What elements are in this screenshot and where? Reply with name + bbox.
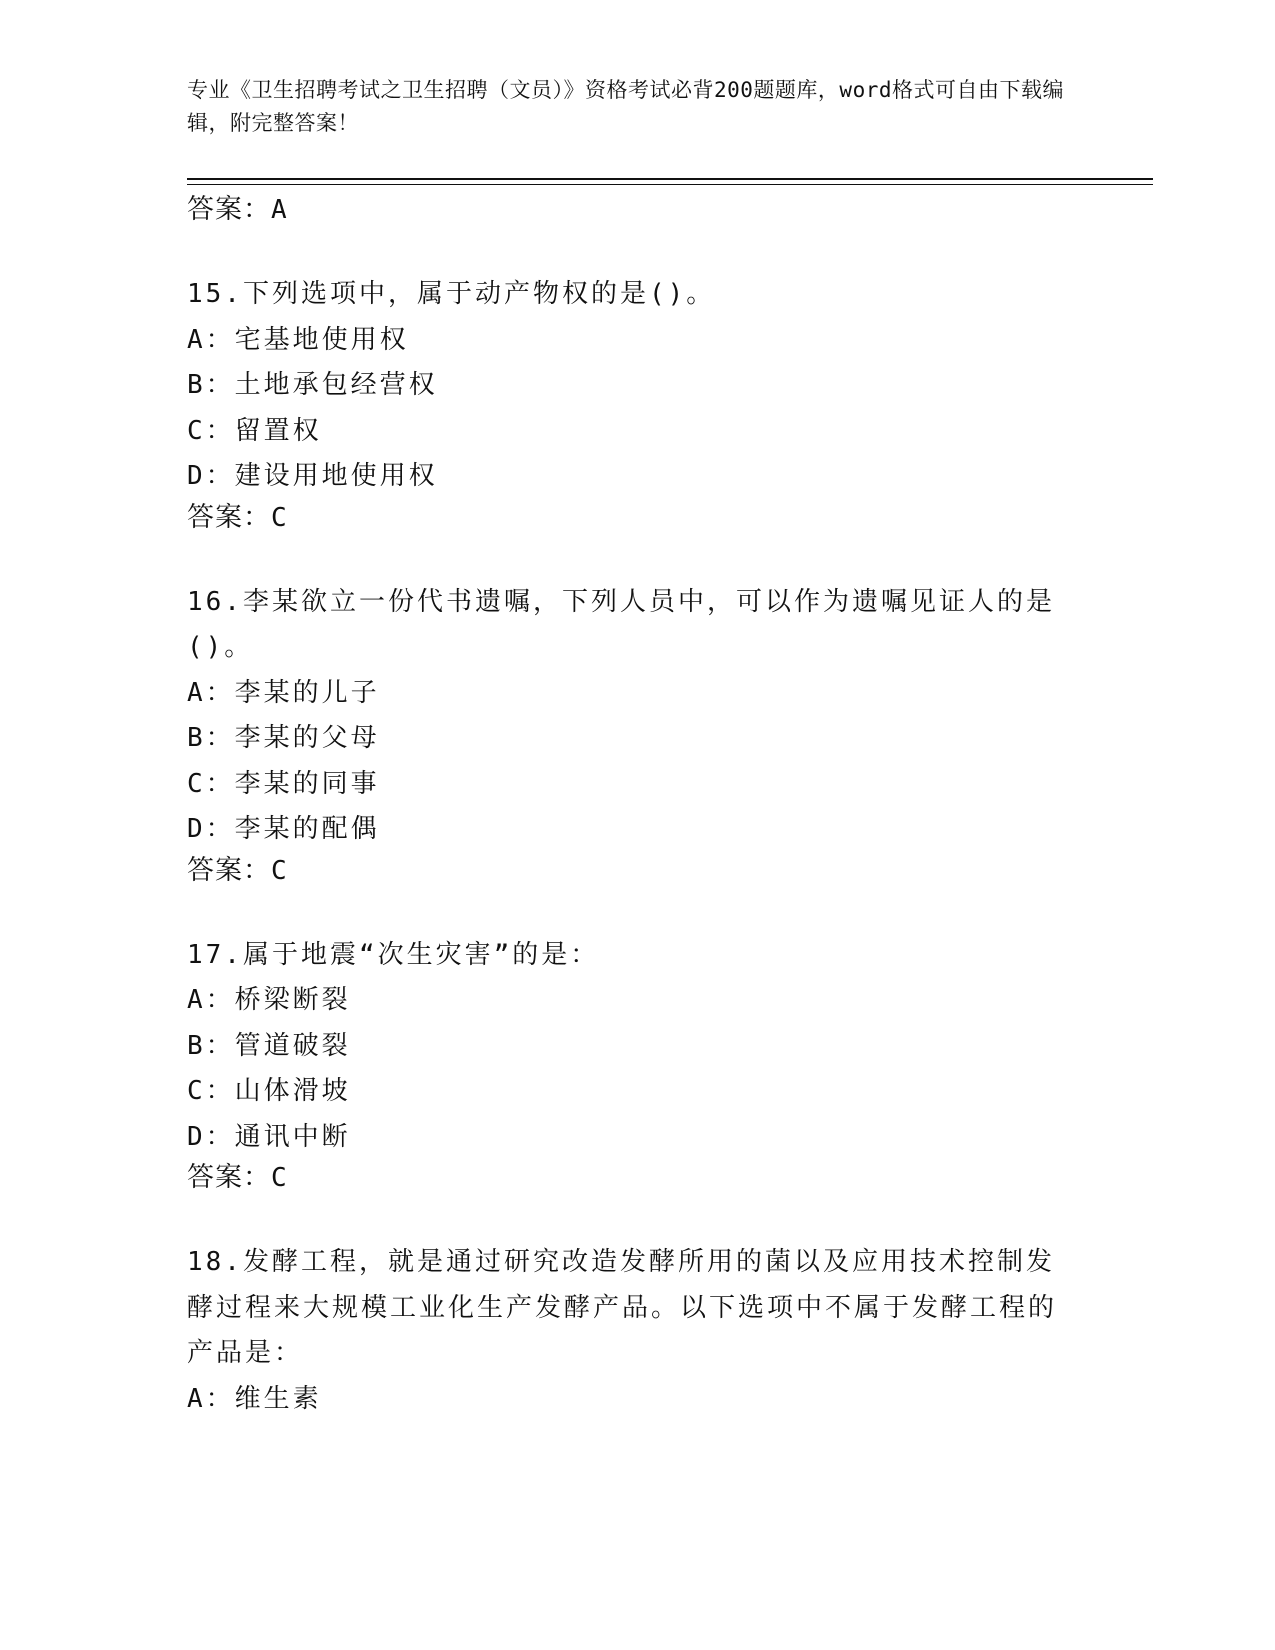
option-c: C：山体滑坡 <box>187 1076 351 1106</box>
answer-key: C <box>271 1163 288 1193</box>
document-header: 专业《卫生招聘考试之卫生招聘（文员）》资格考试必背200题题库，word格式可自由下载编辑，附完整答案！ <box>187 78 1064 135</box>
option-a: A：桥梁断裂 <box>187 985 351 1015</box>
header-rule-thin <box>187 184 1153 185</box>
option-d: D：建设用地使用权 <box>187 461 438 491</box>
option-a: A：维生素 <box>187 1383 322 1414</box>
option-a: A：宅基地使用权 <box>187 324 409 355</box>
option-d: D：李某的配偶 <box>187 814 380 844</box>
question-16 <box>187 580 1087 889</box>
option-b: B：李某的父母 <box>187 723 380 753</box>
option-b: B：土地承包经营权 <box>187 370 438 400</box>
answer-label: 答案： <box>187 501 271 533</box>
question-18 <box>187 1240 1087 1422</box>
answer-key: C <box>271 855 288 886</box>
header-rule-thick <box>187 178 1153 180</box>
question-stem: 17.属于地震“次生灾害”的是： <box>187 939 600 970</box>
answer-label: 答案： <box>187 854 271 886</box>
answer-label: 答案： <box>187 1162 271 1193</box>
answer-line <box>187 853 1087 889</box>
question-stem: 15.下列选项中，属于动产物权的是()。 <box>187 279 716 309</box>
option-d: D：通讯中断 <box>187 1121 351 1152</box>
answer-line <box>187 1160 1087 1196</box>
question-stem: 16.李某欲立一份代书遗嘱，下列人员中，可以作为遗嘱见证人的是()。 <box>187 586 1055 662</box>
option-a: A：李某的儿子 <box>187 677 380 708</box>
option-c: C：留置权 <box>187 415 322 446</box>
option-c: C：李某的同事 <box>187 768 380 799</box>
answer-key: A <box>271 195 288 225</box>
option-b: B：管道破裂 <box>187 1030 351 1061</box>
answer-line <box>187 192 1087 228</box>
answer-line <box>187 500 1087 536</box>
answer-label: 答案： <box>187 194 271 225</box>
question-stem: 18.发酵工程，就是通过研究改造发酵所用的菌以及应用技术控制发酵过程来大规模工业化生产发酵产品。以下选项中不属于发酵工程的产品是： <box>187 1247 1058 1368</box>
question-list <box>187 192 1087 1422</box>
question-17 <box>187 933 1087 1197</box>
question-15 <box>187 272 1087 536</box>
answer-key: C <box>271 502 288 533</box>
